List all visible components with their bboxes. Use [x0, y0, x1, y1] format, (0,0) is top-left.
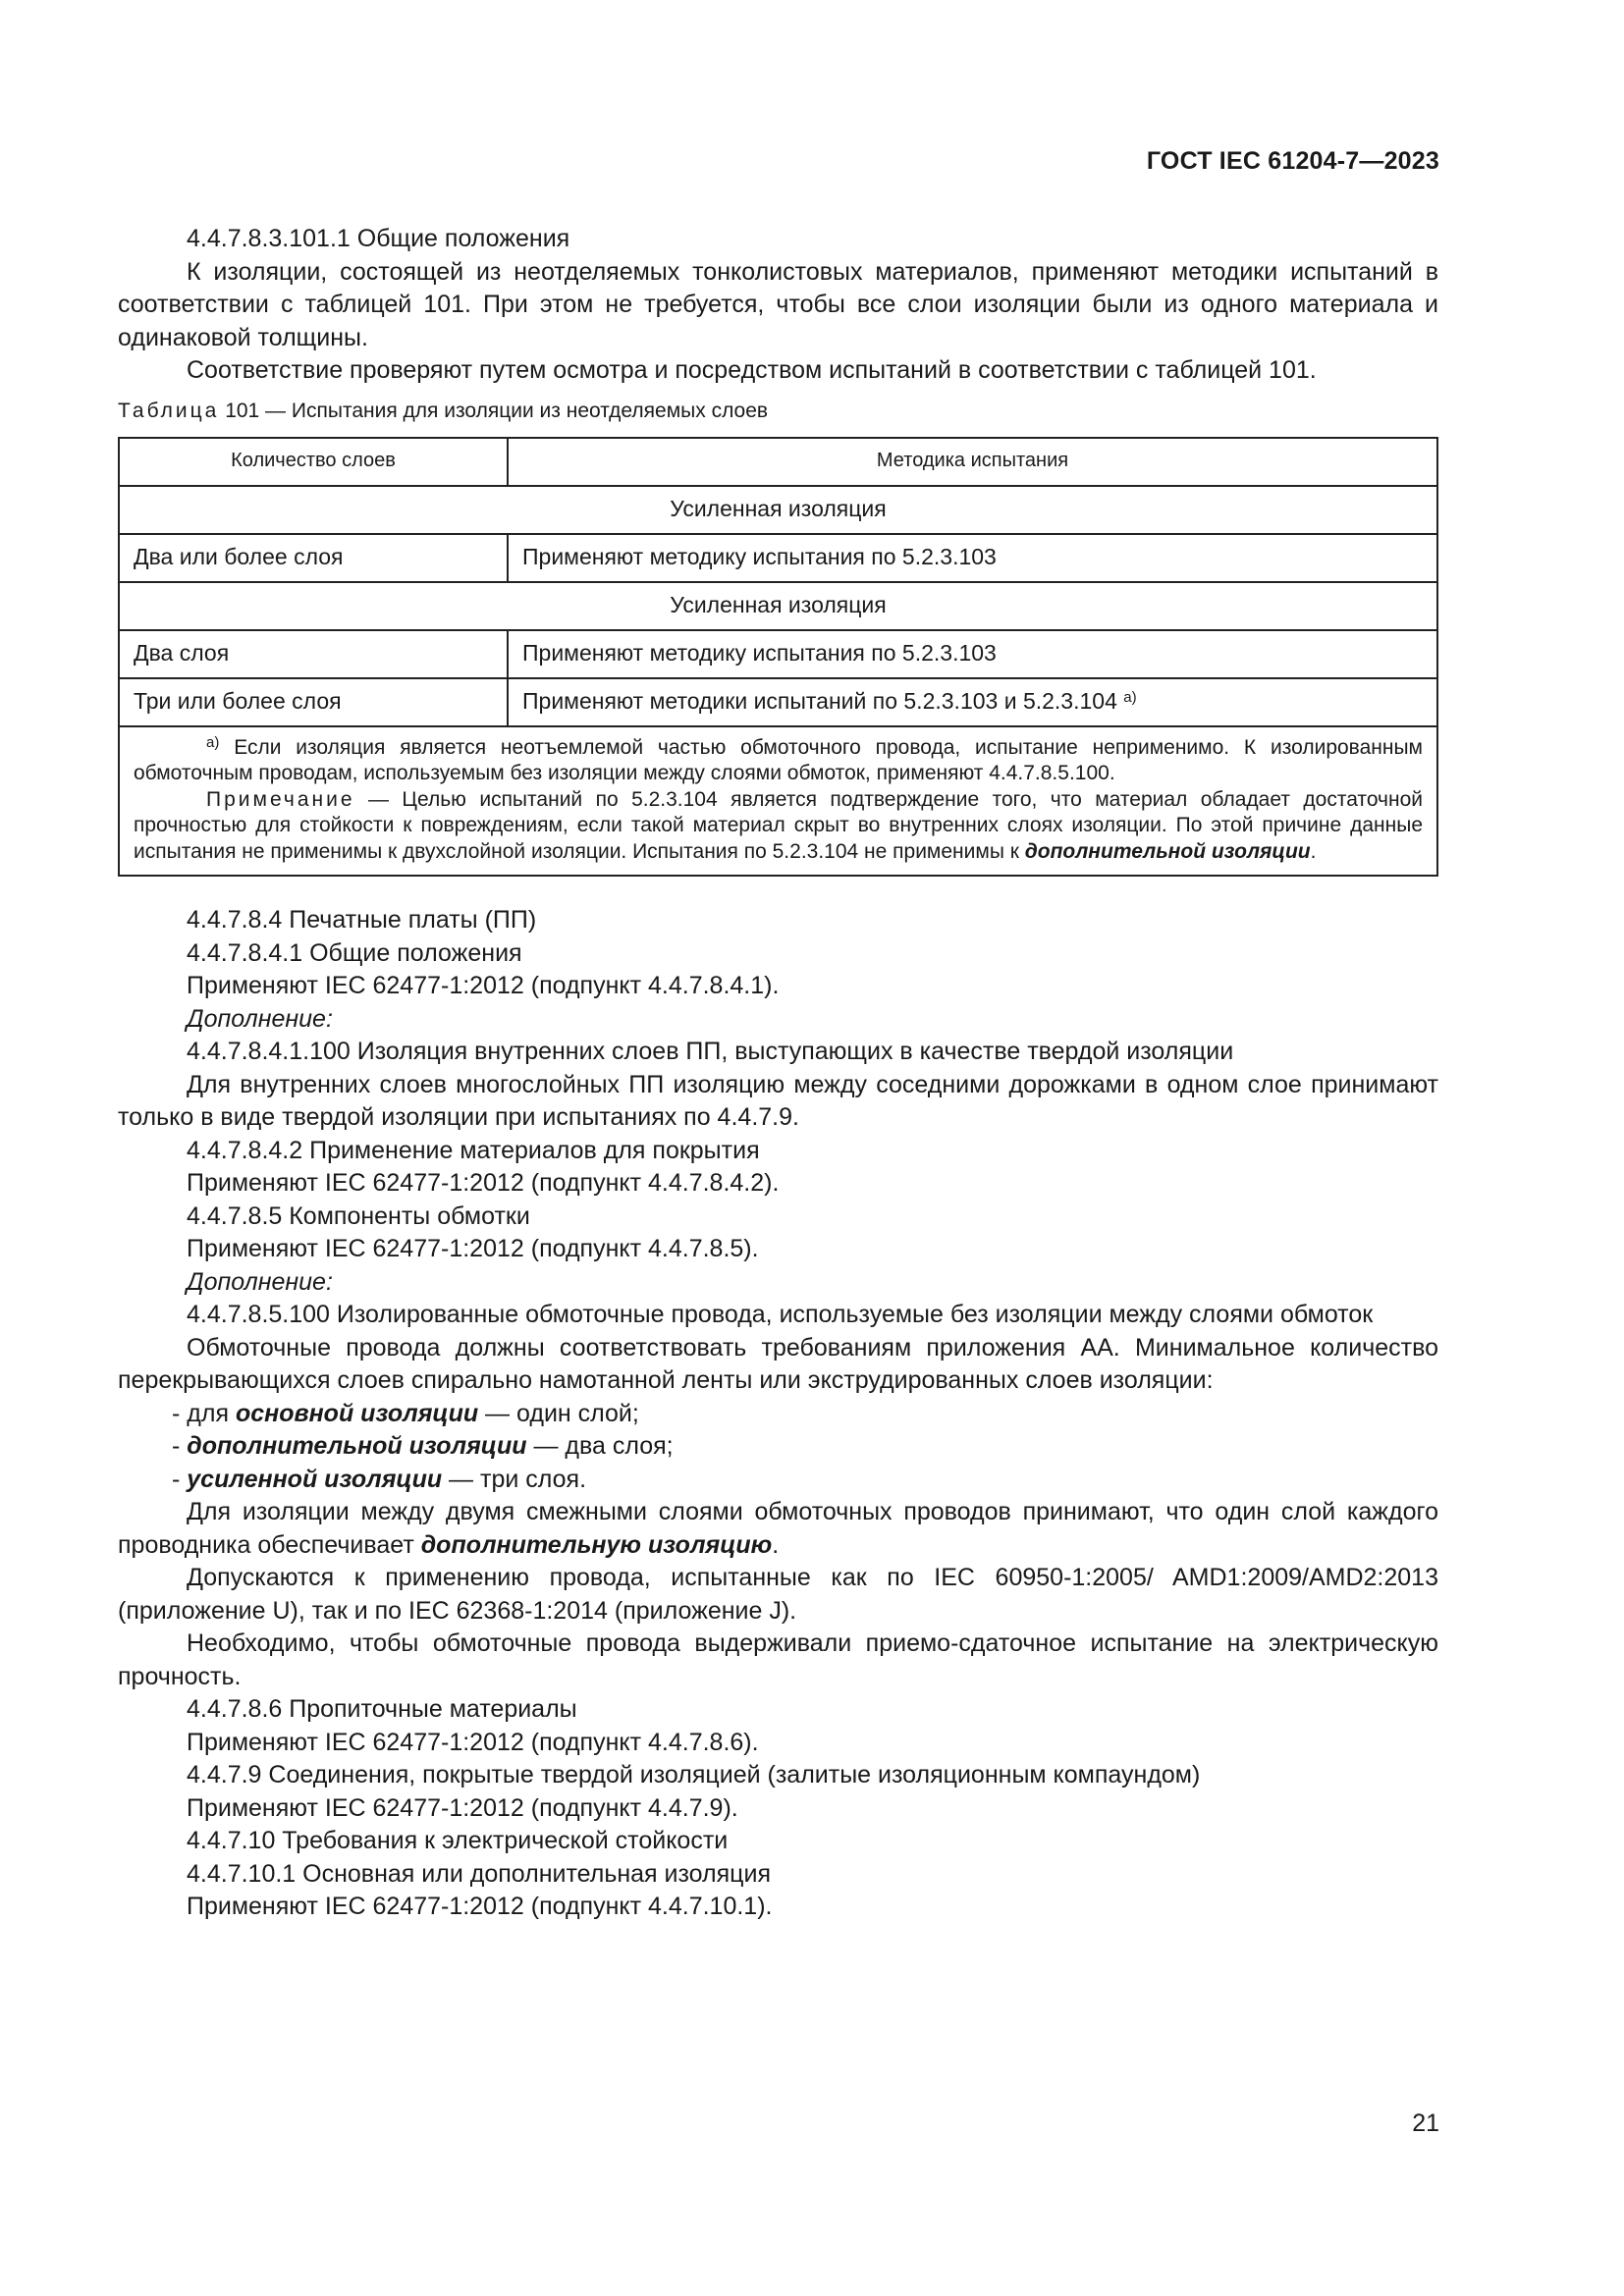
addition-label: Дополнение: — [187, 1267, 333, 1296]
list-item — [118, 1464, 1438, 1497]
table-cell: Три или более слоя — [119, 678, 508, 726]
table-group-row — [119, 582, 1437, 630]
list-item — [118, 1398, 1438, 1431]
note-term: дополнительной изоляции — [1024, 839, 1311, 863]
footnote-ref: а) — [1123, 689, 1137, 707]
list-item-term: усиленной изоляции — [187, 1465, 443, 1493]
clause-heading: 4.4.7.9 Соединения, покрытые твердой изоляцией (залитые изоляционным компаундом) — [187, 1761, 1201, 1789]
paragraph: К изоляции, состоящей из неотделяемых тонколистовых материалов, применяют методики испытаний в соответствии с таблицей 101. При этом не требуется, чтобы все слои изоляции были из одного материала и одинаковой толщины. — [118, 257, 1438, 351]
table-caption-label: Таблица — [118, 399, 220, 422]
list-item-term: основной изоляции — [235, 1399, 479, 1427]
footnote-mark: а) — [206, 733, 220, 751]
table-cell — [508, 678, 1437, 726]
list-item-suffix: — три слоя. — [442, 1465, 587, 1493]
note-end: . — [1310, 839, 1317, 863]
table-cell-text: Применяют методики испытаний по 5.2.3.103 и 5.2.3.104 — [522, 688, 1117, 715]
table-caption — [118, 398, 1438, 425]
table-note — [134, 787, 1423, 866]
paragraph: Соответствие проверяют путем осмотра и посредством испытаний в соответствии с таблицей 101. — [187, 356, 1317, 384]
clause-heading: 4.4.7.10.1 Основная или дополнительная изоляция — [187, 1859, 771, 1888]
note-label: Примечание — [206, 787, 355, 811]
paragraph-text: Для изоляции между двумя смежными слоями обмоточных проводов принимают, что один слой каждого проводника обеспечивает — [118, 1498, 1438, 1559]
table-row — [119, 630, 1437, 678]
table-notes-row — [119, 726, 1437, 877]
addition-label: Дополнение: — [187, 1004, 333, 1033]
paragraph: Допускаются к применению провода, испытанные как по IEC 60950-1:2005/ AMD1:2009/AMD2:2013 (приложение U), так и по IEC 62368-1:2014 (приложение J). — [118, 1564, 1438, 1625]
column-header: Количество слоев — [119, 438, 508, 486]
body-text — [118, 904, 1438, 1924]
document-id: ГОСТ IEC 61204-7—2023 — [1146, 147, 1439, 175]
table-cell: Два слоя — [119, 630, 508, 678]
paragraph-end: . — [772, 1530, 780, 1559]
list-item-term: дополнительной изоляции — [187, 1432, 527, 1460]
list-item-prefix: - для — [172, 1399, 236, 1427]
table-group-row — [119, 486, 1437, 534]
clause-heading: 4.4.7.8.4.1 Общие положения — [187, 938, 522, 967]
note-text: — Целью испытаний по 5.2.3.104 является подтверждение того, что материал обладает достаточной прочностью для стойкости к повреждениям, если такой материал скрыт во внутренних слоях изоляции. По этой причине данные испытания не применимы к двухслойной изоляции. Испытания по 5.2.3.104 не применимы к — [134, 787, 1423, 863]
table-cell: Применяют методику испытания по 5.2.3.103 — [508, 630, 1437, 678]
table-row — [119, 534, 1437, 582]
clause-heading: 4.4.7.8.4.2 Применение материалов для покрытия — [187, 1136, 760, 1164]
paragraph: Обмоточные провода должны соответствовать требованиям приложения АА. Минимальное количество перекрывающихся слоев спирально намотанной ленты или экструдированных слоев изоляции: — [118, 1333, 1438, 1394]
paragraph: Применяют IEC 62477-1:2012 (подпункт 4.4.7.8.4.1). — [187, 972, 780, 999]
clause-heading: 4.4.7.8.5.100 Изолированные обмоточные провода, используемые без изоляции между слоями обмоток — [187, 1301, 1374, 1328]
table-row — [119, 678, 1437, 726]
paragraph — [118, 1496, 1438, 1562]
clause-heading: 4.4.7.8.6 Пропиточные материалы — [187, 1695, 577, 1723]
paragraph: Применяют IEC 62477-1:2012 (подпункт 4.4.7.8.6). — [187, 1728, 759, 1756]
paragraph: Применяют IEC 62477-1:2012 (подпункт 4.4.7.8.4.2). — [187, 1169, 780, 1197]
column-header: Методика испытания — [508, 438, 1437, 486]
list-item — [118, 1430, 1438, 1464]
clause-heading: 4.4.7.8.4 Печатные платы (ПП) — [187, 906, 537, 934]
list-item-prefix: - — [172, 1432, 188, 1460]
table-caption-text: 101 — Испытания для изоляции из неотделяемых слоев — [225, 399, 769, 422]
clause-heading: 4.4.7.8.3.101.1 Общие положения — [187, 225, 570, 252]
clause-heading: 4.4.7.10 Требования к электрической стойкости — [187, 1827, 729, 1854]
clause-heading: 4.4.7.8.4.1.100 Изоляция внутренних слоев ПП, выступающих в качестве твердой изоляции — [187, 1038, 1234, 1065]
page-number: 21 — [1412, 2109, 1439, 2137]
table-cell: Два или более слоя — [119, 534, 508, 582]
page-content — [118, 223, 1438, 1924]
list-item-suffix: — два слоя; — [526, 1432, 674, 1460]
paragraph: Применяют IEC 62477-1:2012 (подпункт 4.4.7.9). — [187, 1793, 738, 1822]
table-group-label: Усиленная изоляция — [119, 486, 1437, 534]
paragraph-term: дополнительную изоляцию — [420, 1530, 773, 1559]
tests-table — [118, 437, 1438, 878]
paragraph: Применяют IEC 62477-1:2012 (подпункт 4.4.7.10.1). — [187, 1893, 773, 1920]
table-cell: Применяют методику испытания по 5.2.3.103 — [508, 534, 1437, 582]
table-footnote — [134, 735, 1423, 787]
list-item-suffix: — один слой; — [478, 1399, 639, 1427]
paragraph: Для внутренних слоев многослойных ПП изоляцию между соседними дорожками в одном слое принимают только в виде твердой изоляции при испытаниях по 4.4.7.9. — [118, 1070, 1438, 1131]
footnote-text: Если изоляция является неотъемлемой частью обмоточного провода, испытание неприменимо. К изолированным обмоточным проводам, используемым без изоляции между слоями обмоток, применяют 4.4.7.8.5.100. — [134, 735, 1423, 784]
table-notes — [119, 726, 1437, 877]
table-header-row — [119, 438, 1437, 486]
clause-heading: 4.4.7.8.5 Компоненты обмотки — [187, 1201, 530, 1230]
table-group-label: Усиленная изоляция — [119, 582, 1437, 630]
paragraph: Необходимо, чтобы обмоточные провода выдерживали приемо-сдаточное испытание на электрическую прочность. — [118, 1629, 1438, 1690]
list-item-prefix: - — [172, 1465, 188, 1493]
paragraph: Применяют IEC 62477-1:2012 (подпункт 4.4.7.8.5). — [187, 1235, 759, 1262]
